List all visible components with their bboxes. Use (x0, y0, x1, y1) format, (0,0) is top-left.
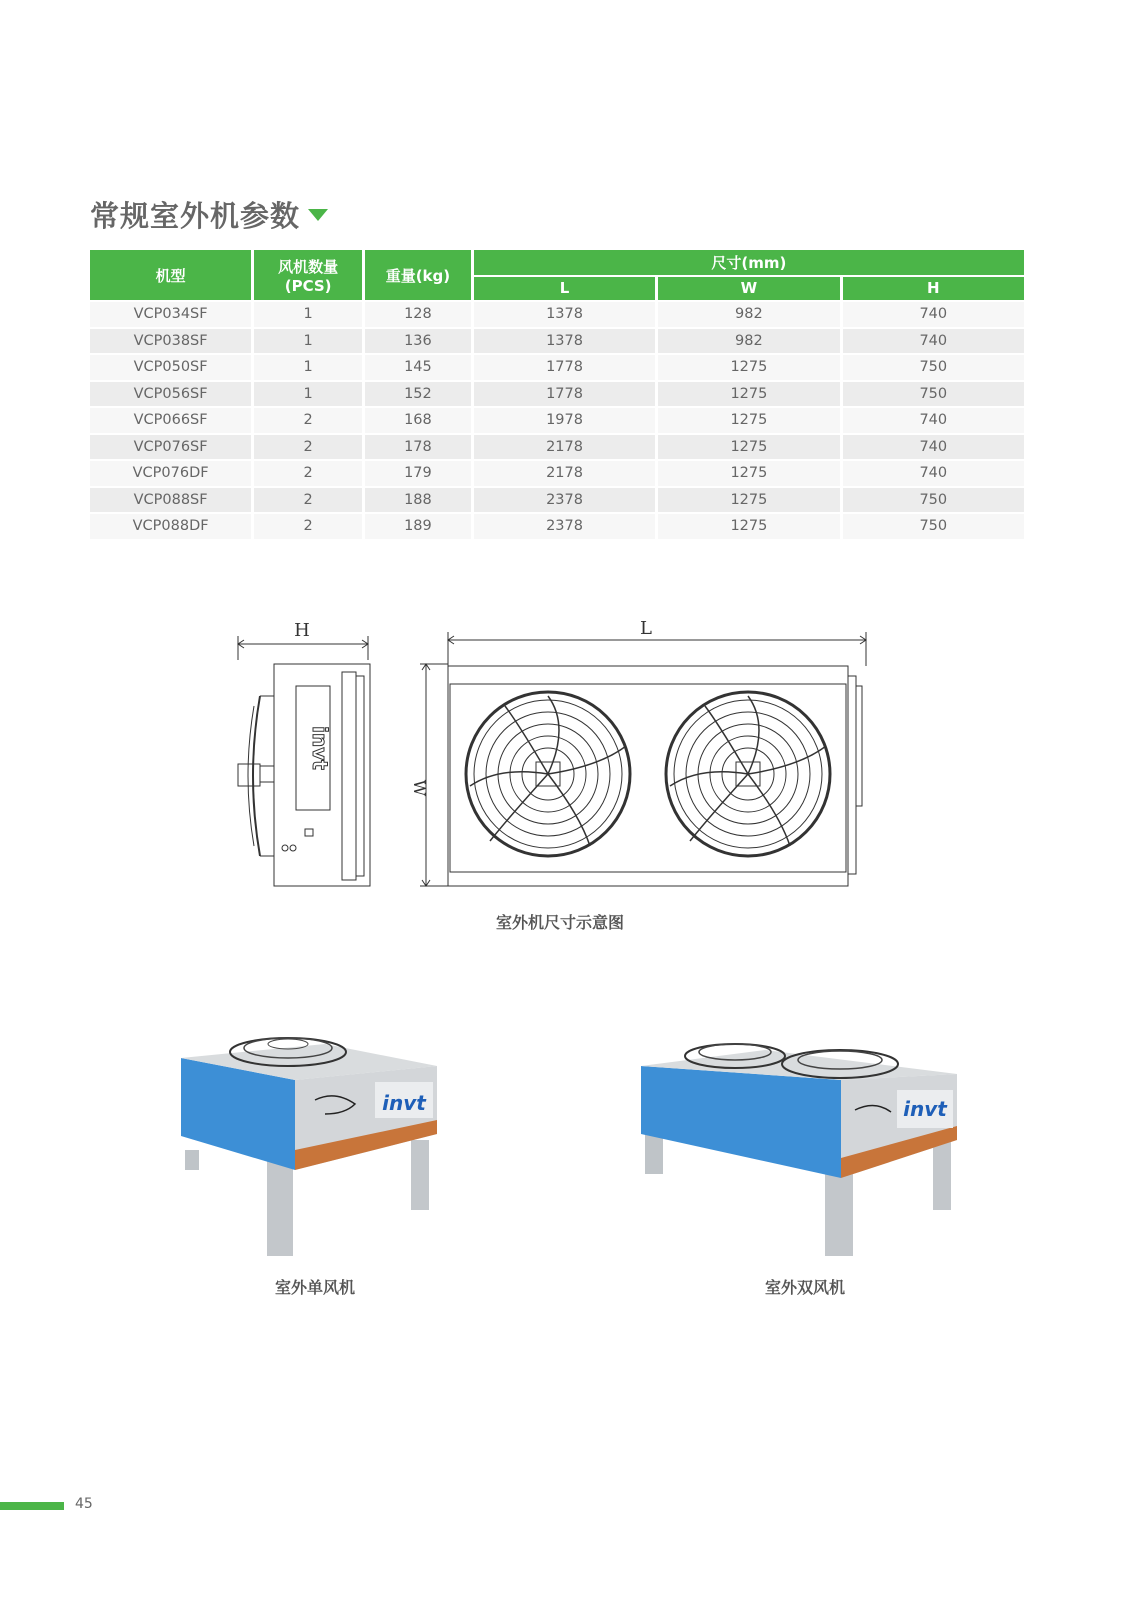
cell-h: 740 (843, 461, 1024, 486)
cell-h: 740 (843, 329, 1024, 354)
cell-model: VCP088DF (90, 514, 251, 539)
cell-h: 750 (843, 382, 1024, 407)
cell-l: 1778 (474, 382, 655, 407)
diagram-logo: invt (308, 726, 332, 770)
single-fan-unit-image (175, 1030, 445, 1260)
cell-l: 2178 (474, 435, 655, 460)
cell-fans: 1 (254, 302, 362, 327)
cell-w: 1275 (658, 461, 839, 486)
cell-weight: 179 (365, 461, 471, 486)
cell-fans: 1 (254, 329, 362, 354)
header-h: H (843, 277, 1024, 301)
header-fan-count (254, 250, 362, 300)
diagram-label-l: L (640, 618, 652, 639)
cell-weight: 136 (365, 329, 471, 354)
cell-fans: 2 (254, 461, 362, 486)
cell-fans: 2 (254, 488, 362, 513)
dimension-diagram (230, 616, 890, 896)
cell-h: 740 (843, 408, 1024, 433)
cell-model: VCP034SF (90, 302, 251, 327)
header-fan-count-unit: (PCS) (284, 276, 332, 295)
table-row (90, 355, 1024, 380)
table-row (90, 435, 1024, 460)
cell-weight: 168 (365, 408, 471, 433)
table-row (90, 382, 1024, 407)
cell-l: 2178 (474, 461, 655, 486)
single-unit-logo: invt (382, 1091, 426, 1115)
diagram-label-h: H (294, 620, 310, 641)
cell-l: 1978 (474, 408, 655, 433)
cell-weight: 128 (365, 302, 471, 327)
cell-fans: 2 (254, 408, 362, 433)
cell-l: 1778 (474, 355, 655, 380)
cell-weight: 152 (365, 382, 471, 407)
single-fan-caption: 室外单风机 (274, 1278, 355, 1297)
cell-w: 1275 (658, 355, 839, 380)
table-row (90, 461, 1024, 486)
diagram-label-w: W (410, 779, 429, 797)
header-weight: 重量(kg) (365, 250, 471, 300)
cell-l: 2378 (474, 514, 655, 539)
section-title (90, 194, 328, 235)
cell-w: 1275 (658, 488, 839, 513)
cell-fans: 1 (254, 355, 362, 380)
cell-h: 750 (843, 514, 1024, 539)
cell-h: 750 (843, 488, 1024, 513)
cell-w: 982 (658, 302, 839, 327)
cell-model: VCP076DF (90, 461, 251, 486)
spec-table (87, 248, 1027, 541)
cell-weight: 178 (365, 435, 471, 460)
cell-w: 982 (658, 329, 839, 354)
cell-w: 1275 (658, 382, 839, 407)
double-fan-unit-image (635, 1030, 965, 1260)
cell-h: 740 (843, 302, 1024, 327)
table-row (90, 302, 1024, 327)
cell-h: 750 (843, 355, 1024, 380)
cell-l: 1378 (474, 329, 655, 354)
double-fan-caption: 室外双风机 (764, 1278, 845, 1297)
header-w: W (658, 277, 839, 301)
cell-w: 1275 (658, 435, 839, 460)
cell-model: VCP066SF (90, 408, 251, 433)
table-row (90, 329, 1024, 354)
cell-model: VCP056SF (90, 382, 251, 407)
header-l: L (474, 277, 655, 301)
page-number: 45 (75, 1496, 93, 1512)
cell-w: 1275 (658, 408, 839, 433)
header-size: 尺寸(mm) (474, 250, 1024, 275)
double-unit-logo: invt (903, 1097, 947, 1121)
cell-weight: 189 (365, 514, 471, 539)
cell-fans: 2 (254, 514, 362, 539)
cell-l: 2378 (474, 488, 655, 513)
cell-model: VCP088SF (90, 488, 251, 513)
header-model: 机型 (90, 250, 251, 300)
cell-w: 1275 (658, 514, 839, 539)
cell-weight: 145 (365, 355, 471, 380)
table-row (90, 514, 1024, 539)
cell-weight: 188 (365, 488, 471, 513)
header-fan-count-label: 风机数量 (278, 257, 339, 276)
cell-l: 1378 (474, 302, 655, 327)
cell-fans: 1 (254, 382, 362, 407)
table-row (90, 488, 1024, 513)
cell-model: VCP076SF (90, 435, 251, 460)
triangle-down-icon (308, 209, 328, 221)
table-row (90, 408, 1024, 433)
section-title-text: 常规室外机参数 (90, 199, 301, 233)
cell-model: VCP038SF (90, 329, 251, 354)
page-number-bar (0, 1502, 64, 1510)
cell-fans: 2 (254, 435, 362, 460)
diagram-caption: 室外机尺寸示意图 (495, 913, 624, 932)
cell-model: VCP050SF (90, 355, 251, 380)
cell-h: 740 (843, 435, 1024, 460)
